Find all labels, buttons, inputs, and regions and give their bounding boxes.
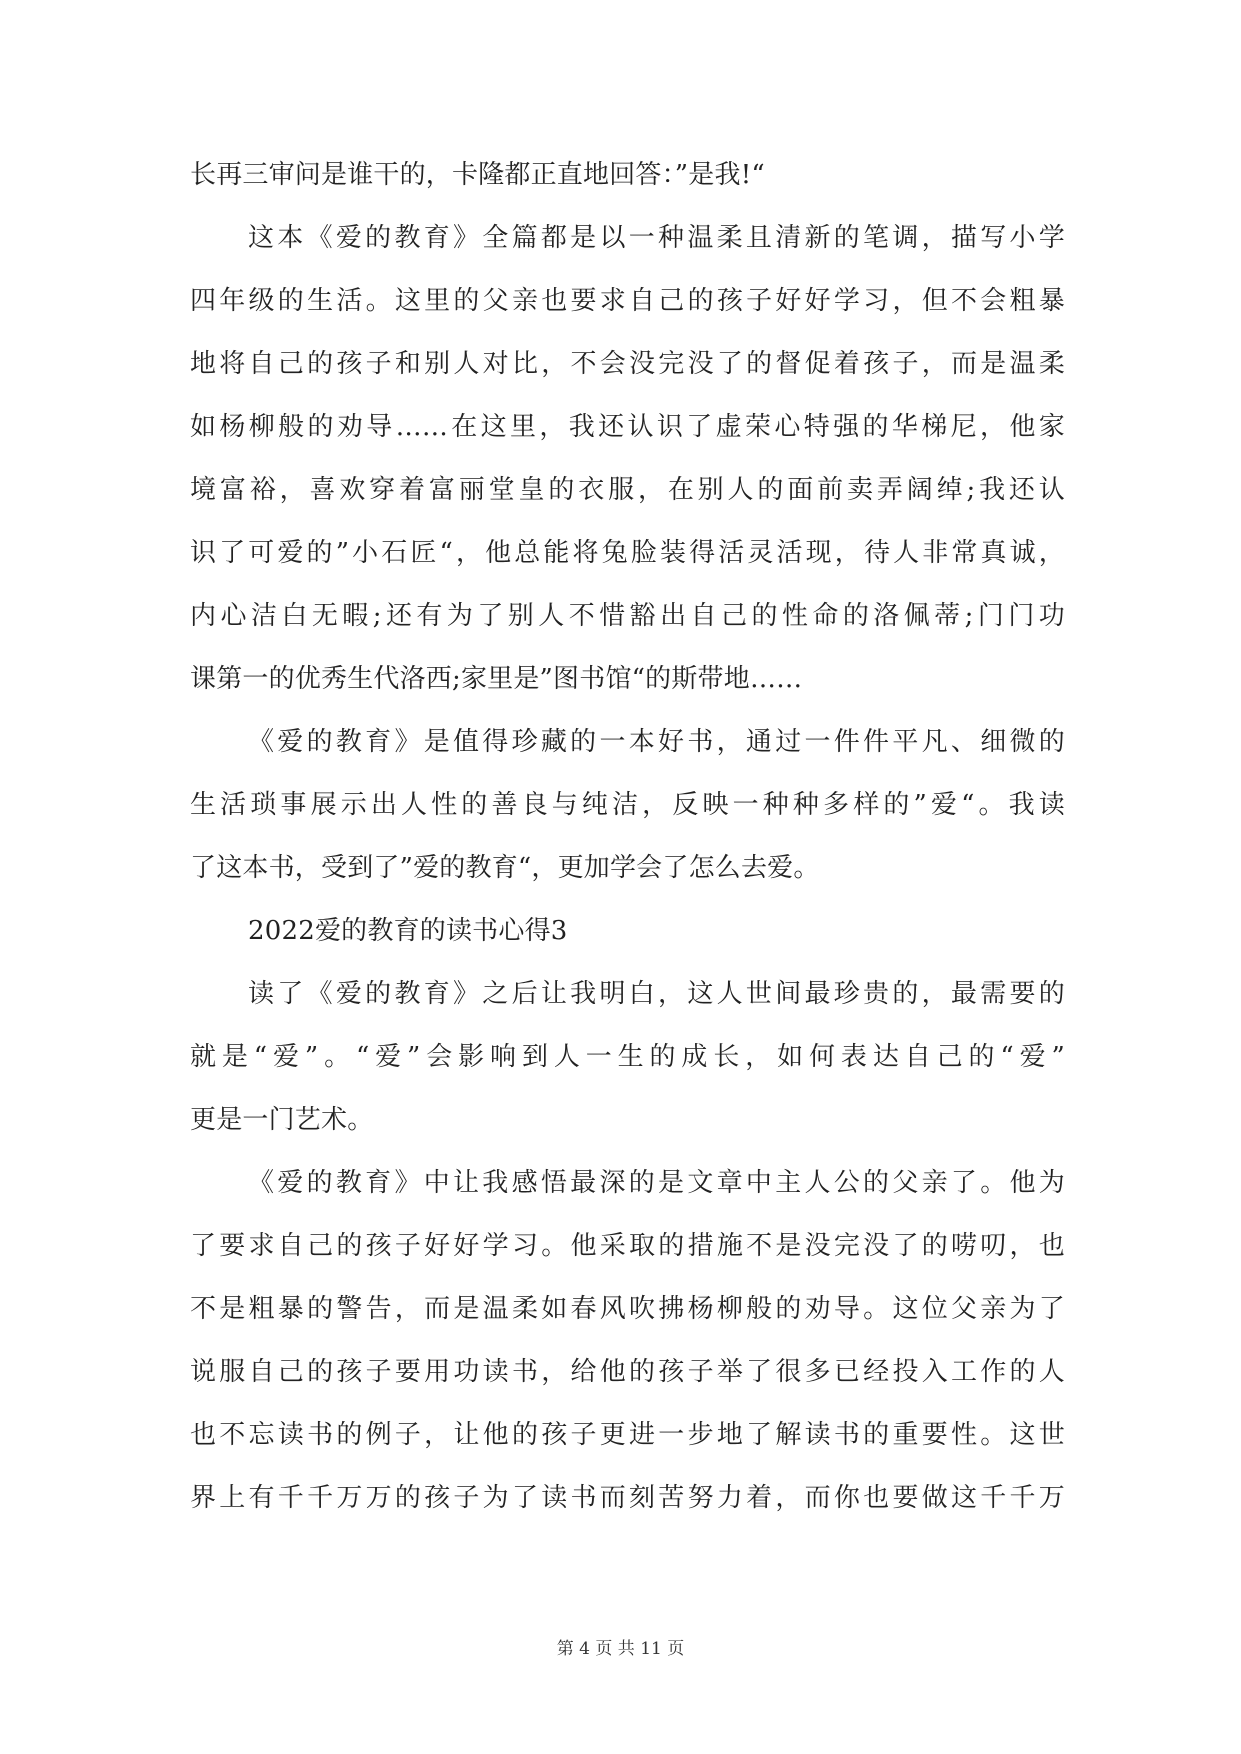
section-heading: 2022爱的教育的读书心得3 <box>248 916 568 946</box>
paragraph-line: 就是“爱”。“爱”会影响到人一生的成长，如何表达自己的“爱” <box>190 1042 1065 1072</box>
paragraph-line: 《爱的教育》中让我感悟最深的是文章中主人公的父亲了。他为 <box>248 1168 1065 1198</box>
paragraph-line: 不是粗暴的警告，而是温柔如春风吹拂杨柳般的劝导。这位父亲为了 <box>190 1294 1065 1324</box>
paragraph-line: 读了《爱的教育》之后让我明白，这人世间最珍贵的，最需要的 <box>248 979 1065 1009</box>
paragraph-line: 说服自己的孩子要用功读书，给他的孩子举了很多已经投入工作的人 <box>190 1357 1065 1387</box>
paragraph-line: 更是一门艺术。 <box>190 1105 374 1135</box>
paragraph-line: 地将自己的孩子和别人对比，不会没完没了的督促着孩子，而是温柔 <box>190 349 1065 379</box>
paragraph-line: 界上有千千万万的孩子为了读书而刻苦努力着，而你也要做这千千万 <box>190 1483 1065 1513</box>
paragraph-line: 课第一的优秀生代洛西;家里是”图书馆“的斯带地…… <box>190 664 803 694</box>
paragraph-line: 长再三审问是谁干的，卡隆都正直地回答：”是我!“ <box>190 160 765 190</box>
paragraph-line: 了要求自己的孩子好好学习。他采取的措施不是没完没了的唠叨，也 <box>190 1231 1065 1261</box>
paragraph-line: 《爱的教育》是值得珍藏的一本好书，通过一件件平凡、细微的 <box>248 727 1065 757</box>
paragraph-line: 境富裕，喜欢穿着富丽堂皇的衣服，在别人的面前卖弄阔绰;我还认 <box>190 475 1065 505</box>
paragraph-line: 内心洁白无暇;还有为了别人不惜豁出自己的性命的洛佩蒂;门门功 <box>190 601 1065 631</box>
paragraph-line: 生活琐事展示出人性的善良与纯洁，反映一种种多样的”爱“。我读 <box>190 790 1065 820</box>
paragraph-line: 四年级的生活。这里的父亲也要求自己的孩子好好学习，但不会粗暴 <box>190 286 1065 316</box>
paragraph-line: 如杨柳般的劝导……在这里，我还认识了虚荣心特强的华梯尼，他家 <box>190 412 1065 442</box>
paragraph-line: 这本《爱的教育》全篇都是以一种温柔且清新的笔调，描写小学 <box>248 223 1065 253</box>
paragraph-line: 也不忘读书的例子，让他的孩子更进一步地了解读书的重要性。这世 <box>190 1420 1065 1450</box>
paragraph-line: 了这本书，受到了”爱的教育“，更加学会了怎么去爱。 <box>190 853 820 883</box>
paragraph-line: 识了可爱的”小石匠“，他总能将兔脸装得活灵活现，待人非常真诚， <box>190 538 1065 568</box>
page-number-footer: 第 4 页 共 11 页 <box>556 1639 685 1659</box>
